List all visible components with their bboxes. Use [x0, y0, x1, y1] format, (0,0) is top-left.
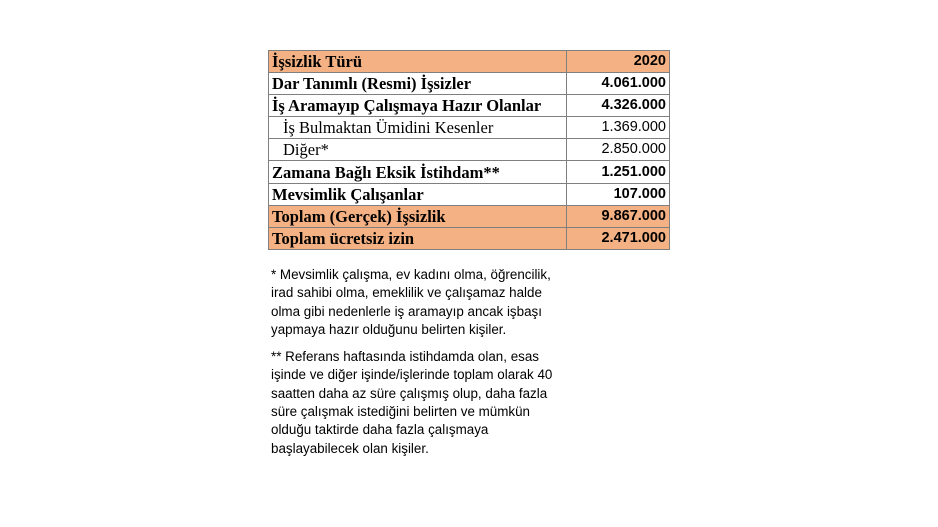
footnote-2: ** Referans haftasında istihdamda olan, esas işinde ve diğer işinde/işlerinde toplam olarak 40 saatten daha az süre çalışmış olup, daha fazla süre çalışmak istediğini belirten ve mümkün olduğu taktirde daha fazla çalışmaya başlayabilecek olan kişiler. [271, 349, 553, 456]
row-value: 1.369.000 [567, 117, 670, 139]
row-value: 4.326.000 [567, 95, 670, 117]
row-label: Toplam (Gerçek) İşsizlik [269, 205, 567, 227]
row-label: Mevsimlik Çalışanlar [269, 183, 567, 205]
header-year: 2020 [567, 51, 670, 73]
row-value: 1.251.000 [567, 161, 670, 183]
row-value: 2.471.000 [567, 227, 670, 249]
row-label: Diğer* [269, 139, 567, 161]
row-value: 2.850.000 [567, 139, 670, 161]
table-total-row [269, 205, 670, 227]
table-row [269, 183, 670, 205]
table-header-row [269, 51, 670, 73]
row-label: İş Bulmaktan Ümidini Kesenler [269, 117, 567, 139]
row-value: 4.061.000 [567, 73, 670, 95]
row-label: İş Aramayıp Çalışmaya Hazır Olanlar [269, 95, 567, 117]
row-value: 9.867.000 [567, 205, 670, 227]
table-row [269, 139, 670, 161]
unemployment-table [268, 50, 670, 250]
table-total-row [269, 227, 670, 249]
row-value: 107.000 [567, 183, 670, 205]
row-label: Zamana Bağlı Eksik İstihdam** [269, 161, 567, 183]
table-row [269, 73, 670, 95]
footnote-1: * Mevsimlik çalışma, ev kadını olma, öğrencilik, irad sahibi olma, emeklilik ve çalışamaz halde olma gibi nedenlerle iş aramayıp ancak işbaşı yapmaya hazır olduğunu belirten kişiler. [271, 267, 551, 337]
table-row [269, 161, 670, 183]
footnotes [271, 266, 571, 467]
table-row [269, 117, 670, 139]
row-label: Toplam ücretsiz izin [269, 227, 567, 249]
table-row [269, 95, 670, 117]
header-label: İşsizlik Türü [269, 51, 567, 73]
row-label: Dar Tanımlı (Resmi) İşsizler [269, 73, 567, 95]
